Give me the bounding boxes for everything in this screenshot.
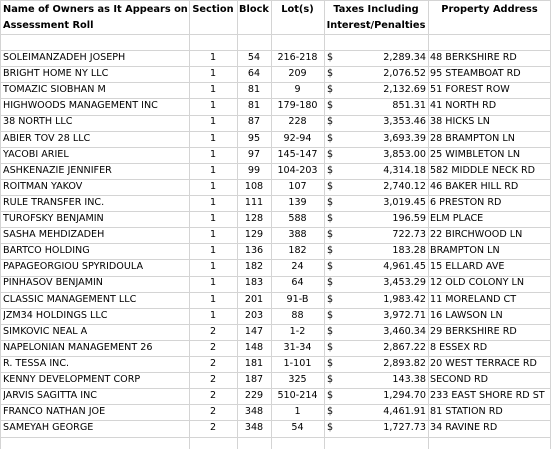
block-cell[interactable]: 183 bbox=[244, 277, 264, 289]
block-cell[interactable]: 229 bbox=[244, 390, 264, 402]
lots-cell[interactable]: 209 bbox=[288, 68, 307, 80]
section-cell[interactable]: 2 bbox=[209, 357, 217, 369]
owner-cell[interactable]: NAPELONIAN MANAGEMENT 26 bbox=[3, 341, 153, 353]
address-cell[interactable]: 16 LAWSON LN bbox=[430, 309, 503, 321]
lots-cell[interactable]: 1-101 bbox=[283, 357, 312, 369]
section-cell[interactable]: 1 bbox=[209, 84, 217, 96]
lots-cell[interactable]: 1 bbox=[294, 406, 301, 418]
currency-symbol-cell[interactable]: $ bbox=[327, 245, 334, 257]
lots-cell[interactable]: 588 bbox=[288, 213, 307, 224]
block-cell[interactable]: 203 bbox=[244, 309, 264, 321]
address-cell[interactable]: 29 BERKSHIRE RD bbox=[430, 325, 517, 337]
amount-cell[interactable]: 2,740.12 bbox=[383, 180, 426, 192]
owner-cell[interactable]: SAMEYAH GEORGE bbox=[3, 422, 94, 434]
grid-vertical-line bbox=[324, 0, 325, 449]
amount-cell[interactable]: 4,961.45 bbox=[383, 261, 426, 273]
amount-cell[interactable]: 722.73 bbox=[392, 229, 426, 241]
currency-symbol-cell[interactable]: $ bbox=[327, 132, 334, 144]
lots-cell[interactable]: 216-218 bbox=[277, 52, 318, 63]
address-cell[interactable]: 38 HICKS LN bbox=[430, 116, 490, 128]
amount-cell[interactable]: 1,727.73 bbox=[383, 422, 426, 434]
section-cell[interactable]: 1 bbox=[209, 132, 217, 144]
header-owner-line1[interactable]: Name of Owners as It Appears on bbox=[3, 4, 188, 15]
owner-cell[interactable]: SASHA MEHDIZADEH bbox=[3, 229, 105, 241]
address-cell[interactable]: 20 WEST TERRACE RD bbox=[430, 357, 537, 369]
address-cell[interactable]: 81 STATION RD bbox=[430, 406, 503, 418]
header-taxes-line1[interactable]: Taxes Including bbox=[333, 4, 419, 15]
block-cell[interactable]: 81 bbox=[247, 84, 261, 96]
amount-cell[interactable]: 4,461.91 bbox=[383, 406, 426, 418]
lots-cell[interactable]: 9 bbox=[294, 84, 301, 96]
section-cell[interactable]: 1 bbox=[209, 293, 217, 305]
section-cell[interactable]: 1 bbox=[209, 213, 217, 224]
block-cell[interactable]: 348 bbox=[244, 422, 264, 434]
lots-cell[interactable]: 228 bbox=[288, 116, 307, 128]
section-cell[interactable]: 1 bbox=[209, 229, 217, 241]
header-lots[interactable]: Lot(s) bbox=[281, 4, 314, 15]
lots-cell[interactable]: 107 bbox=[288, 180, 307, 192]
lots-cell[interactable]: 88 bbox=[291, 309, 304, 321]
currency-symbol-cell[interactable]: $ bbox=[327, 52, 334, 63]
address-cell[interactable]: SECOND RD bbox=[430, 374, 489, 385]
currency-symbol-cell[interactable]: $ bbox=[327, 374, 334, 385]
lots-cell[interactable]: 388 bbox=[288, 229, 307, 241]
address-cell[interactable]: 6 PRESTON RD bbox=[430, 196, 502, 208]
owner-cell[interactable]: JARVIS SAGITTA INC bbox=[3, 390, 97, 402]
currency-symbol-cell[interactable]: $ bbox=[327, 422, 334, 434]
section-cell[interactable]: 1 bbox=[209, 245, 217, 257]
block-cell[interactable]: 147 bbox=[244, 325, 264, 337]
address-cell[interactable]: 8 ESSEX RD bbox=[430, 341, 488, 353]
header-taxes-line2[interactable]: Interest/Penalties bbox=[326, 20, 426, 31]
section-cell[interactable]: 2 bbox=[209, 325, 217, 337]
amount-cell[interactable]: 3,353.46 bbox=[383, 116, 426, 128]
block-cell[interactable]: 187 bbox=[244, 374, 264, 385]
section-cell[interactable]: 1 bbox=[209, 309, 217, 321]
currency-symbol-cell[interactable]: $ bbox=[327, 406, 334, 418]
grid-horizontal-line bbox=[0, 34, 551, 35]
address-cell[interactable]: 48 BERKSHIRE RD bbox=[430, 52, 517, 63]
amount-cell[interactable]: 3,019.45 bbox=[383, 196, 426, 208]
amount-cell[interactable]: 3,453.29 bbox=[383, 277, 426, 289]
block-cell[interactable]: 97 bbox=[247, 148, 261, 160]
section-cell[interactable]: 1 bbox=[209, 261, 217, 273]
header-owner-line2[interactable]: Assessment Roll bbox=[3, 20, 94, 31]
address-cell[interactable]: 582 MIDDLE NECK RD bbox=[430, 164, 536, 176]
section-cell[interactable]: 2 bbox=[209, 422, 217, 434]
amount-cell[interactable]: 2,893.82 bbox=[383, 357, 426, 369]
currency-symbol-cell[interactable]: $ bbox=[327, 390, 334, 402]
lots-cell[interactable]: 145-147 bbox=[277, 148, 318, 160]
owner-cell[interactable]: YACOBI ARIEL bbox=[3, 148, 69, 160]
lots-cell[interactable]: 31-34 bbox=[283, 341, 312, 353]
amount-cell[interactable]: 3,693.39 bbox=[383, 132, 426, 144]
address-cell[interactable]: 46 BAKER HILL RD bbox=[430, 180, 519, 192]
block-cell[interactable]: 129 bbox=[244, 229, 264, 241]
amount-cell[interactable]: 2,867.22 bbox=[383, 341, 426, 353]
currency-symbol-cell[interactable]: $ bbox=[327, 357, 334, 369]
section-cell[interactable]: 1 bbox=[209, 100, 217, 112]
currency-symbol-cell[interactable]: $ bbox=[327, 341, 334, 353]
amount-cell[interactable]: 3,460.34 bbox=[383, 325, 426, 337]
currency-symbol-cell[interactable]: $ bbox=[327, 309, 334, 321]
amount-cell[interactable]: 1,983.42 bbox=[383, 293, 426, 305]
block-cell[interactable]: 136 bbox=[244, 245, 264, 257]
section-cell[interactable]: 1 bbox=[209, 180, 217, 192]
owner-cell[interactable]: TUROFSKY BENJAMIN bbox=[3, 213, 104, 224]
lots-cell[interactable]: 24 bbox=[291, 261, 304, 273]
address-cell[interactable]: 25 WIMBLETON LN bbox=[430, 148, 520, 160]
address-cell[interactable]: 11 MORELAND CT bbox=[430, 293, 517, 305]
lots-cell[interactable]: 179-180 bbox=[277, 100, 318, 112]
address-cell[interactable]: 95 STEAMBOAT RD bbox=[430, 68, 521, 80]
amount-cell[interactable]: 2,132.69 bbox=[383, 84, 426, 96]
owner-cell[interactable]: SOLEIMANZADEH JOSEPH bbox=[3, 52, 126, 63]
owner-cell[interactable]: HIGHWOODS MANAGEMENT INC bbox=[3, 100, 158, 112]
block-cell[interactable]: 181 bbox=[244, 357, 264, 369]
block-cell[interactable]: 54 bbox=[247, 52, 261, 63]
amount-cell[interactable]: 2,076.52 bbox=[383, 68, 426, 80]
block-cell[interactable]: 201 bbox=[244, 293, 264, 305]
currency-symbol-cell[interactable]: $ bbox=[327, 261, 334, 273]
section-cell[interactable]: 1 bbox=[209, 277, 217, 289]
currency-symbol-cell[interactable]: $ bbox=[327, 293, 334, 305]
section-cell[interactable]: 1 bbox=[209, 116, 217, 128]
amount-cell[interactable]: 4,314.18 bbox=[383, 164, 426, 176]
lots-cell[interactable]: 92-94 bbox=[283, 132, 312, 144]
lots-cell[interactable]: 325 bbox=[288, 374, 307, 385]
address-cell[interactable]: 22 BIRCHWOOD LN bbox=[430, 229, 523, 241]
lots-cell[interactable]: 54 bbox=[291, 422, 304, 434]
currency-symbol-cell[interactable]: $ bbox=[327, 196, 334, 208]
owner-cell[interactable]: ASHKENAZIE JENNIFER bbox=[3, 164, 112, 176]
currency-symbol-cell[interactable]: $ bbox=[327, 100, 334, 112]
lots-cell[interactable]: 1-2 bbox=[289, 325, 306, 337]
lots-cell[interactable]: 139 bbox=[288, 196, 307, 208]
currency-symbol-cell[interactable]: $ bbox=[327, 84, 334, 96]
block-cell[interactable]: 95 bbox=[247, 132, 261, 144]
header-section[interactable]: Section bbox=[192, 4, 234, 15]
amount-cell[interactable]: 183.28 bbox=[392, 245, 426, 257]
lots-cell[interactable]: 510-214 bbox=[277, 390, 318, 402]
owner-cell[interactable]: FRANCO NATHAN JOE bbox=[3, 406, 106, 418]
currency-symbol-cell[interactable]: $ bbox=[327, 229, 334, 241]
address-cell[interactable]: 51 FOREST ROW bbox=[430, 84, 510, 96]
section-cell[interactable]: 2 bbox=[209, 406, 217, 418]
amount-cell[interactable]: 3,972.71 bbox=[383, 309, 426, 321]
amount-cell[interactable]: 3,853.00 bbox=[383, 148, 426, 160]
section-cell[interactable]: 2 bbox=[209, 341, 217, 353]
address-cell[interactable]: 41 NORTH RD bbox=[430, 100, 497, 112]
block-cell[interactable]: 108 bbox=[244, 180, 264, 192]
block-cell[interactable]: 99 bbox=[247, 164, 261, 176]
owner-cell[interactable]: PAPAGEORGIOU SPYRIDOULA bbox=[3, 261, 144, 273]
address-cell[interactable]: 233 EAST SHORE RD ST bbox=[430, 390, 545, 402]
block-cell[interactable]: 64 bbox=[247, 68, 261, 80]
block-cell[interactable]: 128 bbox=[244, 213, 264, 224]
owner-cell[interactable]: JZM34 HOLDINGS LLC bbox=[3, 309, 108, 321]
owner-cell[interactable]: CLASSIC MANAGEMENT LLC bbox=[3, 293, 137, 305]
owner-cell[interactable]: BARTCO HOLDING bbox=[3, 245, 90, 257]
owner-cell[interactable]: RULE TRANSFER INC. bbox=[3, 196, 105, 208]
lots-cell[interactable]: 104-203 bbox=[277, 164, 318, 176]
section-cell[interactable]: 1 bbox=[209, 52, 217, 63]
currency-symbol-cell[interactable]: $ bbox=[327, 325, 334, 337]
section-cell[interactable]: 1 bbox=[209, 148, 217, 160]
owner-cell[interactable]: ROITMAN YAKOV bbox=[3, 180, 83, 192]
address-cell[interactable]: 15 ELLARD AVE bbox=[430, 261, 505, 273]
block-cell[interactable]: 87 bbox=[247, 116, 261, 128]
address-cell[interactable]: BRAMPTON LN bbox=[430, 245, 500, 257]
section-cell[interactable]: 1 bbox=[209, 68, 217, 80]
section-cell[interactable]: 1 bbox=[209, 196, 217, 208]
lots-cell[interactable]: 182 bbox=[288, 245, 307, 257]
section-cell[interactable]: 2 bbox=[209, 374, 217, 385]
currency-symbol-cell[interactable]: $ bbox=[327, 68, 334, 80]
owner-cell[interactable]: BRIGHT HOME NY LLC bbox=[3, 68, 109, 80]
header-address[interactable]: Property Address bbox=[441, 4, 538, 15]
owner-cell[interactable]: KENNY DEVELOPMENT CORP bbox=[3, 374, 141, 385]
grid-vertical-line bbox=[0, 0, 1, 449]
section-cell[interactable]: 1 bbox=[209, 164, 217, 176]
currency-symbol-cell[interactable]: $ bbox=[327, 180, 334, 192]
owner-cell[interactable]: TOMAZIC SIOBHAN M bbox=[3, 84, 106, 96]
amount-cell[interactable]: 851.31 bbox=[392, 100, 426, 112]
header-block[interactable]: Block bbox=[239, 4, 269, 15]
address-cell[interactable]: 34 RAVINE RD bbox=[430, 422, 498, 434]
currency-symbol-cell[interactable]: $ bbox=[327, 148, 334, 160]
currency-symbol-cell[interactable]: $ bbox=[327, 164, 334, 176]
lots-cell[interactable]: 64 bbox=[291, 277, 304, 289]
amount-cell[interactable]: 143.38 bbox=[392, 374, 426, 385]
currency-symbol-cell[interactable]: $ bbox=[327, 277, 334, 289]
address-cell[interactable]: ELM PLACE bbox=[430, 213, 484, 224]
address-cell[interactable]: 28 BRAMPTON LN bbox=[430, 132, 515, 144]
currency-symbol-cell[interactable]: $ bbox=[327, 213, 334, 224]
owner-cell[interactable]: ABIER TOV 28 LLC bbox=[3, 132, 91, 144]
address-cell[interactable]: 12 OLD COLONY LN bbox=[430, 277, 525, 289]
owner-cell[interactable]: R. TESSA INC. bbox=[3, 357, 70, 369]
block-cell[interactable]: 348 bbox=[244, 406, 264, 418]
grid-horizontal-line bbox=[0, 0, 551, 1]
block-cell[interactable]: 182 bbox=[244, 261, 264, 273]
owner-cell[interactable]: PINHASOV BENJAMIN bbox=[3, 277, 103, 289]
block-cell[interactable]: 148 bbox=[244, 341, 264, 353]
section-cell[interactable]: 2 bbox=[209, 390, 217, 402]
amount-cell[interactable]: 1,294.70 bbox=[383, 390, 426, 402]
owner-cell[interactable]: 38 NORTH LLC bbox=[3, 116, 73, 128]
lots-cell[interactable]: 91-B bbox=[286, 293, 309, 305]
grid-horizontal-line bbox=[0, 437, 551, 438]
currency-symbol-cell[interactable]: $ bbox=[327, 116, 334, 128]
amount-cell[interactable]: 2,289.34 bbox=[383, 52, 426, 63]
block-cell[interactable]: 81 bbox=[247, 100, 261, 112]
block-cell[interactable]: 111 bbox=[244, 196, 264, 208]
amount-cell[interactable]: 196.59 bbox=[392, 213, 426, 224]
owner-cell[interactable]: SIMKOVIC NEAL A bbox=[3, 325, 88, 337]
grid-vertical-line bbox=[428, 0, 429, 449]
